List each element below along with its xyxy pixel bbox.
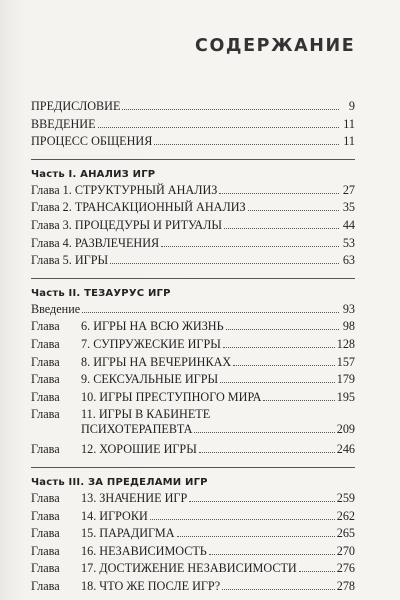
chapter-number: Глава 4. — [31, 235, 72, 250]
dot-leader — [177, 536, 335, 537]
part-heading: Часть I. АНАЛИЗ ИГР — [31, 168, 156, 180]
chapter-title: 17. ДОСТИЖЕНИЕ НЕЗАВИСИМОСТИ — [81, 561, 297, 576]
page-number: 128 — [336, 336, 355, 351]
toc-entry-chapter — [31, 579, 355, 597]
page-number: 157 — [336, 354, 355, 369]
toc-entry-chapter — [31, 253, 355, 271]
part-heading: Часть II. ТЕЗАУРУС ИГР — [31, 287, 171, 299]
dot-leader — [150, 519, 335, 520]
toc-entry-chapter — [31, 561, 355, 579]
page-number: 27 — [342, 182, 355, 197]
page-number: 179 — [336, 372, 355, 387]
dot-leader — [110, 263, 339, 264]
chapter-number: Глава — [31, 526, 60, 541]
toc-entry-preface — [31, 99, 355, 117]
toc-entry-part-intro — [31, 302, 355, 320]
chapter-title: 14. ИГРОКИ — [81, 508, 148, 523]
toc-entry-chapter — [31, 200, 355, 218]
page-number: 195 — [336, 389, 355, 404]
entry-title — [31, 491, 187, 506]
page-number: 44 — [342, 217, 355, 232]
chapter-number: Глава — [31, 407, 60, 422]
toc-entry-chapter — [31, 372, 355, 390]
chapter-title: 6. ИГРЫ НА ВСЮ ЖИЗНЬ — [81, 319, 224, 334]
section-divider — [31, 467, 355, 468]
dot-leader — [122, 109, 339, 110]
page-number: 265 — [336, 526, 355, 541]
page-number: 11 — [343, 116, 355, 131]
chapter-number: Глава — [31, 508, 60, 523]
page-number: 259 — [336, 490, 355, 505]
part-heading: Часть III. ЗА ПРЕДЕЛАМИ ИГР — [31, 476, 208, 488]
page-number: 262 — [336, 508, 355, 523]
toc-entry-chapter — [31, 355, 355, 373]
dot-leader — [226, 329, 339, 330]
chapter-number: Глава — [31, 578, 60, 593]
toc-entry-communication — [31, 134, 355, 152]
chapter-number: Глава 1. — [31, 182, 72, 197]
chapter-title: 15. ПАРАДИГМА — [81, 526, 175, 541]
chapter-number: Глава 2. — [31, 200, 72, 215]
entry-title — [31, 355, 231, 370]
dot-leader — [233, 365, 335, 366]
page-title: СОДЕРЖАНИЕ — [195, 36, 356, 56]
chapter-number: Глава 3. — [31, 217, 72, 232]
dot-leader — [263, 400, 334, 401]
entry-title — [31, 544, 207, 559]
page-number: 11 — [343, 134, 355, 149]
toc-entry-chapter — [31, 491, 355, 509]
entry-title: ВВЕДЕНИЕ — [31, 116, 96, 131]
entry-title: ПРЕДИСЛОВИЕ — [31, 99, 121, 113]
dot-leader — [161, 246, 339, 247]
dot-leader — [189, 501, 334, 502]
chapter-title: 16. НЕЗАВИСИМОСТЬ — [81, 543, 207, 558]
chapter-number: Глава — [31, 336, 60, 351]
chapter-title: ТРАНСАКЦИОННЫЙ АНАЛИЗ — [74, 200, 246, 215]
toc-entry-chapter — [31, 319, 355, 337]
dot-leader — [219, 193, 339, 194]
dot-leader — [220, 382, 335, 383]
toc-entry-chapter — [31, 526, 355, 544]
chapter-title: 9. СЕКСУАЛЬНЫЕ ИГРЫ — [81, 372, 219, 387]
chapter-number: Глава — [31, 319, 60, 334]
toc-entry-chapter — [31, 236, 355, 254]
entry-title — [31, 390, 261, 405]
entry-title — [31, 200, 246, 215]
chapter-title: 12. ХОРОШИЕ ИГРЫ — [81, 442, 197, 457]
chapter-title: РАЗВЛЕЧЕНИЯ — [74, 235, 160, 250]
entry-title — [31, 526, 175, 541]
chapter-title: ПРОЦЕДУРЫ И РИТУАЛЫ — [74, 217, 223, 232]
page-number: 35 — [342, 200, 355, 215]
toc-entry-chapter — [31, 544, 355, 562]
dot-leader — [199, 452, 335, 453]
entry-title — [31, 218, 222, 233]
entry-title — [31, 253, 108, 268]
chapter-title: 7. СУПРУЖЕСКИЕ ИГРЫ — [81, 336, 221, 351]
entry-title — [31, 236, 159, 251]
page-number: 278 — [336, 578, 355, 593]
page-number: 63 — [342, 253, 355, 268]
page-number: 276 — [336, 561, 355, 576]
toc-entry-chapter — [31, 183, 355, 201]
section-divider — [31, 278, 355, 279]
entry-title: ПРОЦЕСС ОБЩЕНИЯ — [31, 134, 153, 149]
toc-entry-chapter — [31, 337, 355, 355]
entry-title — [31, 372, 218, 387]
section-divider — [31, 159, 355, 160]
dot-leader — [224, 228, 339, 229]
dot-leader — [248, 210, 339, 211]
chapter-title: 11. ИГРЫ В КАБИНЕТЕ — [81, 407, 211, 422]
chapter-title-continued: ПСИХОТЕРАПЕВТА — [81, 422, 193, 437]
page-number: 270 — [336, 543, 355, 558]
chapter-number: Глава — [31, 354, 60, 369]
chapter-number: Глава 5. — [31, 253, 72, 268]
toc-entry-chapter-11 — [31, 407, 355, 442]
entry-title-line-2 — [31, 422, 355, 439]
chapter-title: 8. ИГРЫ НА ВЕЧЕРИНКАХ — [81, 354, 232, 369]
entry-title — [31, 319, 224, 334]
chapter-number: Глава — [31, 490, 60, 505]
chapter-title: ИГРЫ — [74, 253, 109, 268]
page-number: 246 — [336, 442, 355, 457]
chapter-number: Глава — [31, 389, 60, 404]
chapter-number: Глава — [31, 543, 60, 558]
toc-entry-chapter — [31, 218, 355, 236]
page-number: 98 — [342, 319, 355, 334]
dot-leader — [98, 127, 339, 128]
entry-title — [31, 561, 297, 576]
entry-title: Введение — [31, 301, 81, 316]
toc-entry-introduction — [31, 117, 355, 135]
dot-leader — [209, 554, 335, 555]
table-of-contents — [31, 99, 355, 596]
entry-title — [31, 442, 197, 457]
entry-title — [31, 337, 221, 352]
entry-title — [31, 579, 220, 594]
dot-leader — [222, 589, 335, 590]
page-number: 93 — [342, 301, 355, 316]
chapter-title: 10. ИГРЫ ПРЕСТУПНОГО МИРА — [81, 389, 262, 404]
dot-leader — [299, 571, 335, 572]
page-number: 9 — [348, 99, 355, 113]
toc-entry-chapter — [31, 509, 355, 527]
chapter-title: 18. ЧТО ЖЕ ПОСЛЕ ИГР? — [81, 578, 221, 593]
dot-leader — [223, 347, 335, 348]
dot-leader — [194, 432, 334, 433]
dot-leader — [82, 312, 339, 313]
chapter-number: Глава — [31, 372, 60, 387]
chapter-title: 13. ЗНАЧЕНИЕ ИГР — [81, 490, 188, 505]
page-number: 209 — [336, 422, 355, 437]
dot-leader — [154, 144, 339, 145]
toc-entry-chapter — [31, 442, 355, 460]
entry-title-line-1 — [31, 407, 355, 422]
entry-title — [31, 509, 148, 524]
chapter-number: Глава — [31, 561, 60, 576]
toc-entry-chapter — [31, 390, 355, 408]
chapter-title: СТРУКТУРНЫЙ АНАЛИЗ — [74, 182, 218, 197]
chapter-number: Глава — [31, 442, 60, 457]
entry-title — [31, 183, 217, 198]
page-number: 53 — [342, 235, 355, 250]
